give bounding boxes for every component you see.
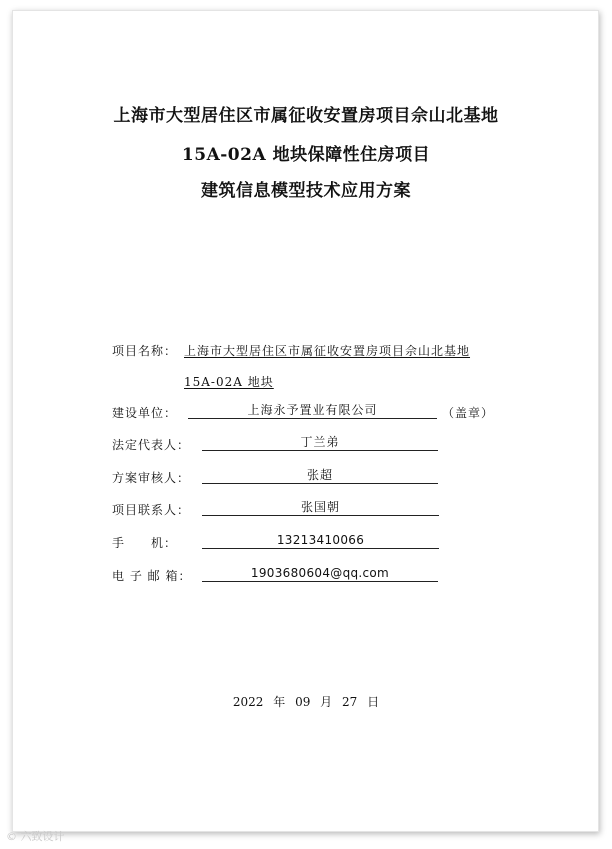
legal-rep-row [112,436,190,453]
project-name-row [112,342,177,359]
date-year-unit: 年 [273,695,286,709]
project-name-value-line-1: 上海市大型居住区市属征收安置房项目佘山北基地 [184,344,471,358]
contact-row [112,501,190,518]
phone-label: 手 机： [112,536,178,550]
document-date [0,693,612,710]
contact-value: 张国朝 [202,500,439,516]
title-line-2: 15A-02A 地块保障性住房项目 [181,145,431,165]
builder-value: 上海永予置业有限公司 [188,403,437,419]
title-line-3: 建筑信息模型技术应用方案 [201,181,411,201]
date-month-unit: 月 [320,695,333,709]
builder-row [112,404,177,421]
title-line-1: 上海市大型居住区市属征收安置房项目佘山北基地 [113,106,499,126]
phone-value: 13213410066 [202,533,439,549]
legal-rep-label: 法定代表人： [112,438,191,452]
watermark: © 六致设计 [6,830,65,843]
legal-rep-value: 丁兰弟 [202,435,438,451]
builder-label: 建设单位： [112,406,178,420]
reviewer-label: 方案审核人： [112,471,191,485]
phone-row [112,534,177,551]
date-year: 2022 [232,695,264,709]
email-label: 电 子 邮 箱： [112,569,192,583]
project-name-value-line-2: 15A-02A 地块 [184,375,274,389]
date-day-unit: 日 [367,695,380,709]
email-value: 1903680604@qq.com [202,566,438,582]
reviewer-value: 张超 [202,468,438,484]
seal-note: （盖章） [442,406,495,420]
email-row [112,567,191,584]
contact-label: 项目联系人： [112,503,191,517]
project-name-label: 项目名称： [112,344,178,358]
date-day: 27 [342,695,358,709]
reviewer-row [112,469,190,486]
date-month: 09 [295,695,311,709]
